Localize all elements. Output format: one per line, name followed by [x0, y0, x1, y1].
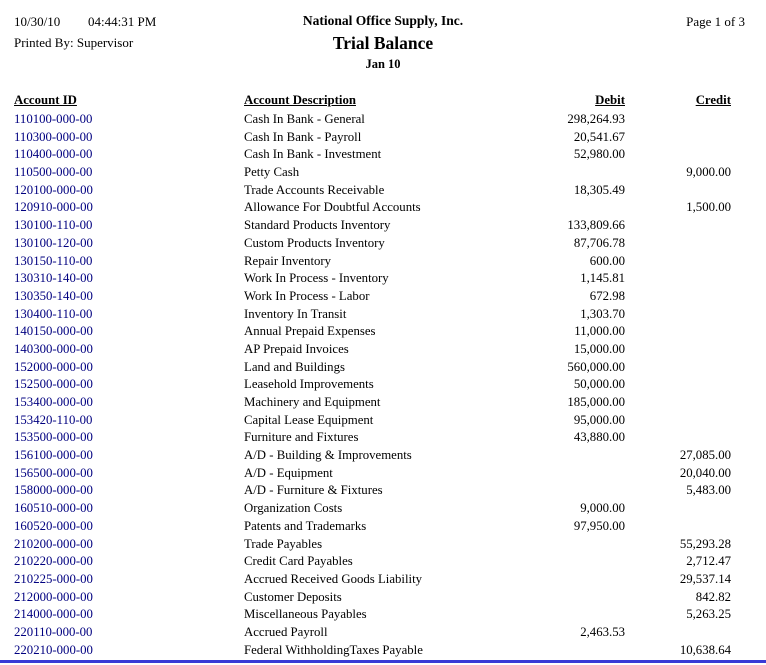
report-header [0, 0, 766, 88]
table-row [14, 624, 731, 642]
table-row [14, 553, 731, 571]
debit-cell: 97,950.00 [573, 518, 625, 533]
table-row [14, 217, 731, 235]
account-id-cell[interactable]: 152000-000-00 [14, 359, 93, 374]
trial-balance-table [14, 90, 731, 659]
account-id-cell[interactable]: 120100-000-00 [14, 182, 93, 197]
description-cell: Capital Lease Equipment [244, 412, 374, 427]
description-cell: A/D - Furniture & Fixtures [244, 483, 383, 498]
table-row [14, 465, 731, 483]
account-id-cell[interactable]: 160510-000-00 [14, 501, 93, 516]
debit-cell: 1,145.81 [580, 271, 625, 286]
print-date: 10/30/10 [14, 14, 61, 29]
account-id-cell[interactable]: 130400-110-00 [14, 306, 93, 321]
credit-cell: 1,500.00 [686, 200, 731, 215]
account-id-cell[interactable]: 214000-000-00 [14, 607, 93, 622]
debit-cell: 133,809.66 [567, 218, 625, 233]
account-id-cell[interactable]: 153500-000-00 [14, 430, 93, 445]
table-row [14, 270, 731, 288]
credit-cell: 5,263.25 [686, 607, 731, 622]
credit-cell: 9,000.00 [686, 165, 731, 180]
table-row [14, 111, 731, 129]
debit-cell: 185,000.00 [567, 395, 625, 409]
table-row [14, 306, 731, 324]
debit-cell: 87,706.78 [573, 235, 625, 250]
account-id-cell[interactable]: 130100-120-00 [14, 235, 93, 250]
table-row [14, 500, 731, 518]
account-id-cell[interactable]: 220210-000-00 [14, 642, 93, 657]
account-id-cell[interactable]: 210225-000-00 [14, 571, 93, 586]
credit-cell: 2,712.47 [686, 554, 731, 569]
debit-cell: 20,541.67 [573, 129, 625, 144]
table-row [14, 323, 731, 341]
table-row [14, 589, 731, 607]
debit-cell: 43,880.00 [573, 430, 625, 445]
account-id-cell[interactable]: 220110-000-00 [14, 624, 93, 639]
account-id-cell[interactable]: 130310-140-00 [14, 271, 93, 286]
column-header-description: Account Description [244, 93, 356, 107]
credit-cell: 55,293.28 [679, 536, 731, 551]
account-id-cell[interactable]: 110400-000-00 [14, 147, 93, 162]
description-cell: Customer Deposits [244, 589, 342, 604]
description-cell: Accrued Received Goods Liability [244, 571, 423, 586]
account-id-cell[interactable]: 153400-000-00 [14, 395, 93, 409]
description-cell: Credit Card Payables [244, 554, 353, 569]
debit-cell: 560,000.00 [567, 359, 625, 374]
account-id-cell[interactable]: 110100-000-00 [14, 112, 93, 126]
description-cell: Cash In Bank - Investment [244, 147, 382, 162]
debit-cell: 11,000.00 [574, 324, 625, 339]
description-cell: Custom Products Inventory [244, 235, 385, 250]
table-row [14, 412, 731, 430]
description-cell: Repair Inventory [244, 253, 332, 268]
account-id-cell[interactable]: 130150-110-00 [14, 253, 93, 268]
description-cell: Land and Buildings [244, 359, 345, 374]
debit-cell: 50,000.00 [573, 377, 625, 392]
account-id-cell[interactable]: 212000-000-00 [14, 589, 93, 604]
description-cell: Accrued Payroll [244, 624, 328, 639]
table-row [14, 182, 731, 200]
description-cell: A/D - Building & Improvements [244, 448, 412, 463]
account-id-cell[interactable]: 156100-000-00 [14, 448, 93, 463]
credit-cell: 27,085.00 [679, 448, 731, 463]
description-cell: Cash In Bank - Payroll [244, 129, 362, 144]
column-header-account-id: Account ID [14, 93, 77, 107]
table-row [14, 571, 731, 589]
description-cell: Leasehold Improvements [244, 377, 374, 392]
debit-cell: 18,305.49 [573, 182, 625, 197]
table-row [14, 394, 731, 412]
table-row [14, 376, 731, 394]
table-header-row [14, 90, 731, 110]
table-row [14, 359, 731, 377]
description-cell: Miscellaneous Payables [244, 607, 367, 622]
description-cell: A/D - Equipment [244, 465, 333, 480]
table-row [14, 482, 731, 500]
description-cell: Petty Cash [244, 165, 300, 180]
page-indicator: Page 1 of 3 [686, 14, 745, 29]
description-cell: Federal WithholdingTaxes Payable [244, 642, 423, 657]
description-cell: Allowance For Doubtful Accounts [244, 200, 421, 215]
table-row [14, 235, 731, 253]
description-cell: Work In Process - Labor [244, 288, 370, 303]
table-row [14, 146, 731, 164]
credit-cell: 10,638.64 [679, 642, 731, 657]
account-id-cell[interactable]: 153420-110-00 [14, 412, 93, 427]
description-cell: Machinery and Equipment [244, 395, 381, 409]
table-row [14, 642, 731, 660]
account-id-cell[interactable]: 210200-000-00 [14, 536, 93, 551]
account-id-cell[interactable]: 130100-110-00 [14, 218, 93, 233]
column-header-debit: Debit [595, 93, 625, 107]
description-cell: Work In Process - Inventory [244, 271, 389, 286]
debit-cell: 52,980.00 [573, 147, 625, 162]
debit-cell: 600.00 [589, 253, 625, 268]
table-row [14, 288, 731, 306]
account-id-cell[interactable]: 130350-140-00 [14, 288, 93, 303]
table-row [14, 447, 731, 465]
description-cell: Patents and Trademarks [244, 518, 367, 533]
table-body [14, 111, 731, 659]
account-id-cell[interactable]: 158000-000-00 [14, 483, 93, 498]
credit-cell: 20,040.00 [679, 465, 731, 480]
account-id-cell[interactable]: 140300-000-00 [14, 341, 93, 356]
credit-cell: 29,537.14 [679, 571, 731, 586]
account-id-cell[interactable]: 110300-000-00 [14, 129, 93, 144]
table-row [14, 429, 731, 447]
description-cell: AP Prepaid Invoices [244, 341, 349, 356]
debit-cell: 95,000.00 [573, 412, 625, 427]
credit-cell: 5,483.00 [686, 483, 731, 498]
table-row [14, 341, 731, 359]
table-row [14, 129, 731, 147]
debit-cell: 1,303.70 [580, 306, 625, 321]
debit-cell: 298,264.93 [567, 112, 625, 126]
debit-cell: 15,000.00 [573, 341, 625, 356]
table-row [14, 536, 731, 554]
debit-cell: 2,463.53 [580, 624, 625, 639]
account-id-cell[interactable]: 152500-000-00 [14, 377, 93, 392]
credit-cell: 842.82 [695, 589, 731, 604]
account-id-cell[interactable]: 120910-000-00 [14, 200, 93, 215]
print-time: 04:44:31 PM [88, 14, 157, 29]
debit-cell: 9,000.00 [580, 501, 625, 516]
table-row [14, 518, 731, 536]
report-title: Trial Balance [332, 33, 434, 53]
printed-by-label: Printed By: Supervisor [14, 35, 134, 50]
table-row [14, 253, 731, 271]
account-id-cell[interactable]: 140150-000-00 [14, 324, 93, 339]
debit-cell: 672.98 [589, 288, 625, 303]
table-row [14, 164, 731, 182]
account-id-cell[interactable]: 110500-000-00 [14, 165, 93, 180]
description-cell: Furniture and Fixtures [244, 430, 359, 445]
description-cell: Trade Payables [244, 536, 323, 551]
report-bottom-rule [0, 660, 766, 663]
account-id-cell[interactable]: 210220-000-00 [14, 554, 93, 569]
account-id-cell[interactable]: 156500-000-00 [14, 465, 93, 480]
description-cell: Standard Products Inventory [244, 218, 391, 233]
account-id-cell[interactable]: 160520-000-00 [14, 518, 93, 533]
company-name: National Office Supply, Inc. [302, 13, 464, 28]
table-row [14, 199, 731, 217]
description-cell: Trade Accounts Receivable [244, 182, 385, 197]
description-cell: Inventory In Transit [244, 306, 347, 321]
description-cell: Cash In Bank - General [244, 112, 365, 126]
column-header-credit: Credit [695, 93, 731, 107]
report-period: Jan 10 [365, 57, 401, 71]
table-row [14, 606, 731, 624]
description-cell: Annual Prepaid Expenses [244, 324, 376, 339]
description-cell: Organization Costs [244, 501, 343, 516]
